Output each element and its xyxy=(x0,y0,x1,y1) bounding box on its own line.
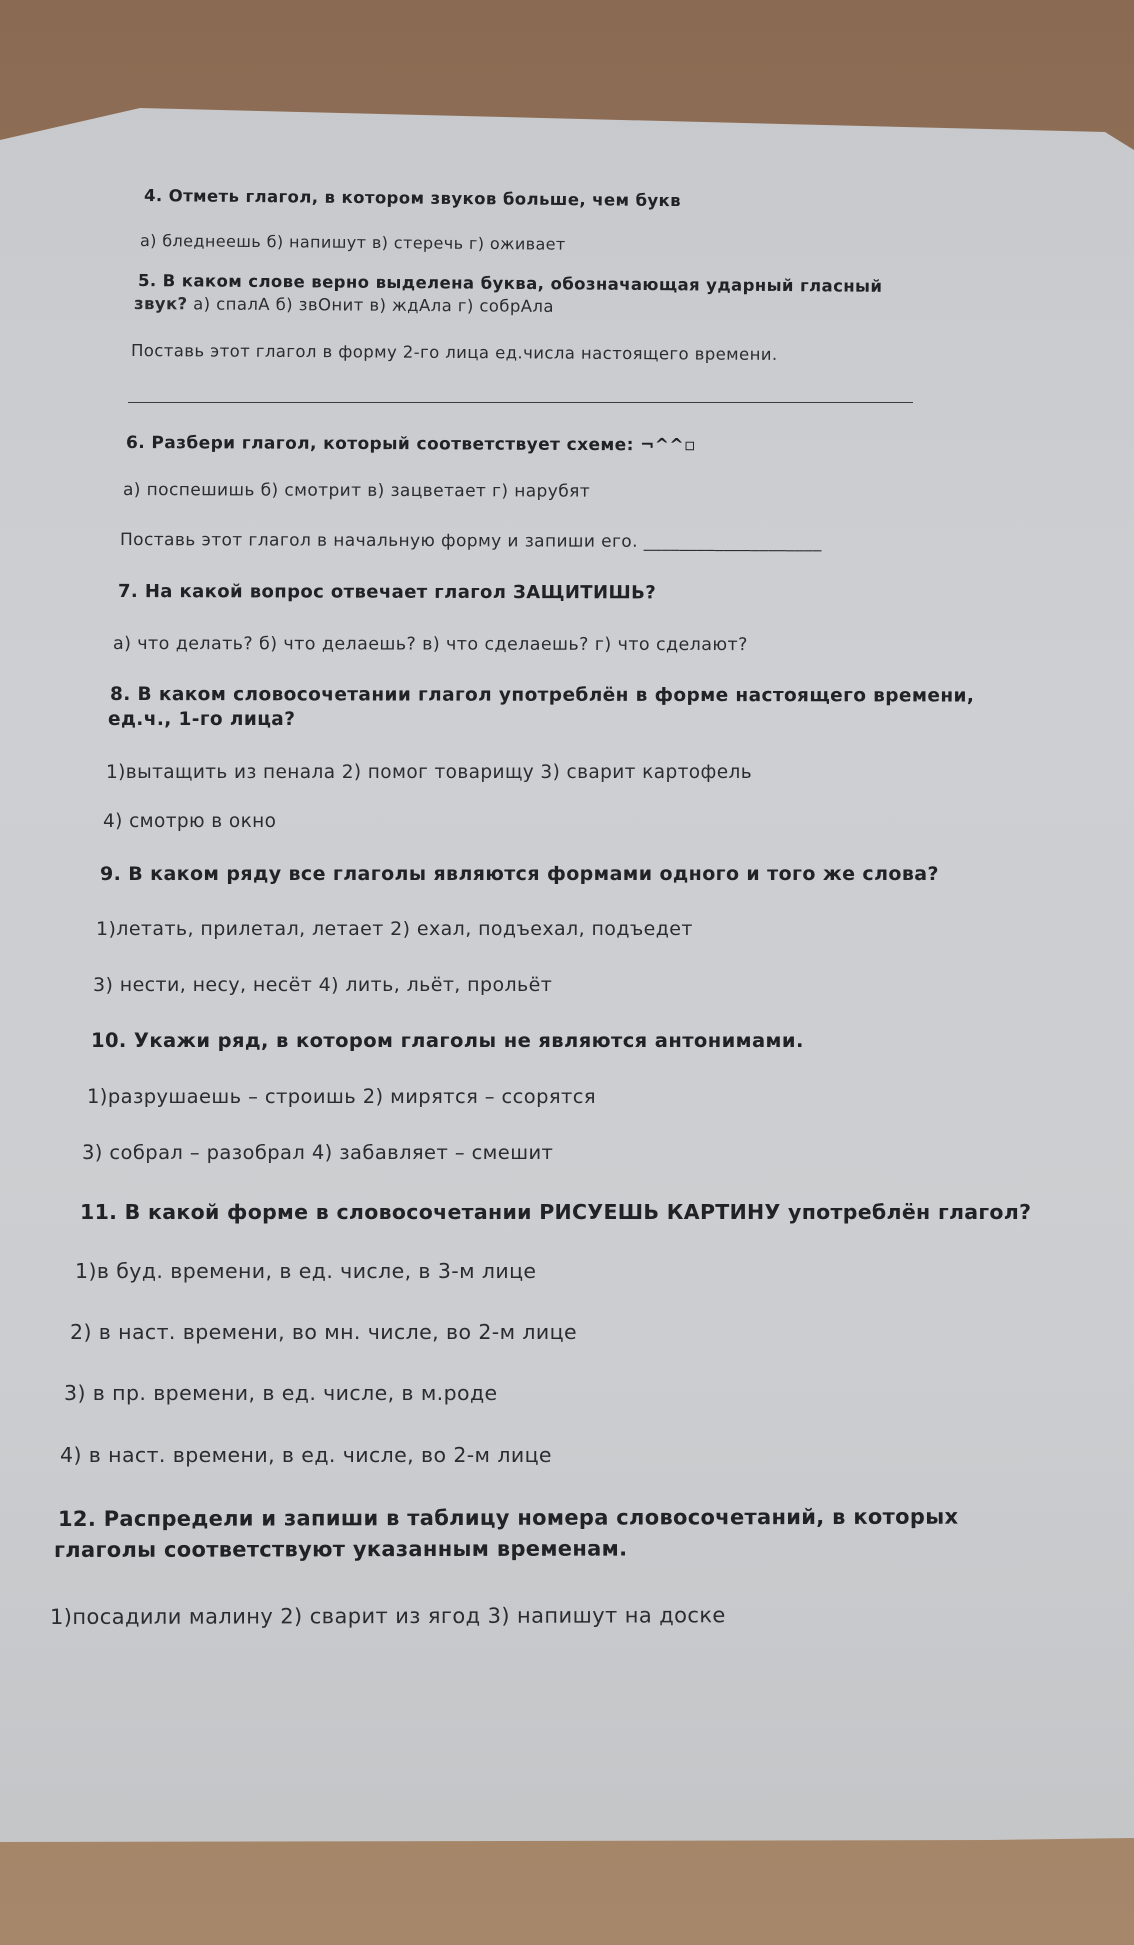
q5-title-line1: 5. В каком слове верно выделена буква, обозначающая ударный гласный xyxy=(137,271,883,296)
q4-options: а) бледнеешь б) напишут в) стеречь г) оживает xyxy=(139,231,566,254)
q5-title-line2 xyxy=(134,294,554,316)
q9-title: 9. В каком ряду все глаголы являются формами одного и того же слова? xyxy=(100,863,939,885)
q11-option-3: 3) в пр. времени, в ед. числе, в м.роде xyxy=(64,1381,498,1405)
q12-title-line2: глаголы соответствуют указанным временам. xyxy=(53,1536,628,1562)
q5-title-bold: звук? xyxy=(133,294,188,314)
q5-options: а) спалА б) звОнит в) ждАла г) собрАла xyxy=(187,294,555,316)
q5-task: Поставь этот глагол в форму 2-го лица ед.числа настоящего времени. xyxy=(130,341,778,364)
q8-options-line1: 1)вытащить из пенала 2) помог товарищу 3) сварит картофель xyxy=(106,762,753,783)
q6-options: а) поспешишь б) смотрит в) зацветает г) нарубят xyxy=(122,480,591,502)
q12-options: 1)посадили малину 2) сварит из ягод 3) напишут на доске xyxy=(49,1603,726,1629)
q9-options-line1: 1)летать, прилетал, летает 2) ехал, подъехал, подъедет xyxy=(96,918,693,940)
q10-title: 10. Укажи ряд, в котором глаголы не являются антонимами. xyxy=(91,1029,804,1052)
q5-answer-line xyxy=(128,402,913,403)
q7-options: а) что делать? б) что делаешь? в) что сделаешь? г) что сделают? xyxy=(112,634,748,656)
q12-title-line1: 12. Распредели и запиши в таблицу номера словосочетаний, в которых xyxy=(57,1504,959,1531)
q8-options-line2: 4) смотрю в окно xyxy=(103,811,277,832)
q8-title-line1: 8. В каком словосочетании глагол употреблён в форме настоящего времени, xyxy=(109,684,975,707)
q6-task: Поставь этот глагол в начальную форму и запиши его. ____________________ xyxy=(119,530,822,553)
q6-title: 6. Разбери глагол, который соответствует схеме: ¬^^▫ xyxy=(125,433,697,456)
q8-title-line2: ед.ч., 1-го лица? xyxy=(108,709,296,730)
q10-options-line1: 1)разрушаешь – строишь 2) мирятся – ссорятся xyxy=(87,1085,597,1108)
q10-options-line2: 3) собрал – разобрал 4) забавляет – смешит xyxy=(82,1141,554,1164)
q11-option-4: 4) в наст. времени, в ед. числе, во 2-м лице xyxy=(60,1443,552,1467)
q11-title: 11. В какой форме в словосочетании РИСУЕШЬ КАРТИНУ употреблён глагол? xyxy=(80,1200,1032,1224)
q4-title: 4. Отметь глагол, в котором звуков больше, чем букв xyxy=(143,186,682,211)
q9-options-line2: 3) нести, несу, несёт 4) лить, льёт, прольёт xyxy=(93,974,553,996)
q11-option-1: 1)в буд. времени, в ед. числе, в 3-м лице xyxy=(75,1259,537,1283)
q7-title: 7. На какой вопрос отвечает глагол ЗАЩИТИШЬ? xyxy=(117,581,657,604)
q11-option-2: 2) в наст. времени, во мн. числе, во 2-м лице xyxy=(70,1320,577,1344)
